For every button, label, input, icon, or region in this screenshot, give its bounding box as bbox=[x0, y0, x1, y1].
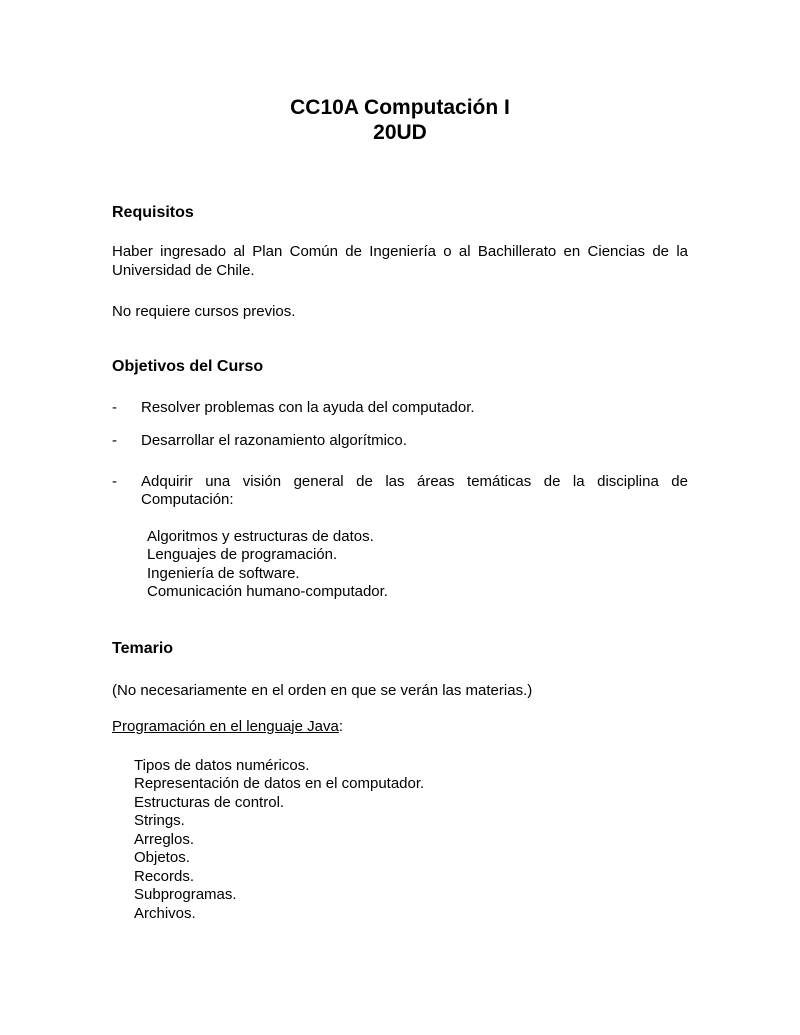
list-item: Ingeniería de software. bbox=[147, 564, 300, 582]
objective-item bbox=[112, 399, 688, 418]
list-item: Algoritmos y estructuras de datos. bbox=[147, 527, 374, 545]
section-heading-temario: Temario bbox=[112, 639, 174, 657]
list-item: Subprogramas. bbox=[134, 886, 237, 903]
list-item: Archivos. bbox=[134, 904, 196, 922]
list-item: Estructuras de control. bbox=[134, 793, 285, 811]
list-item: Comunicación humano-computador. bbox=[147, 583, 388, 600]
list-item: Strings. bbox=[134, 812, 185, 829]
objectives-topic-areas-list bbox=[147, 528, 688, 602]
course-units: 20UD bbox=[373, 121, 427, 144]
subsection-title-underlined: Programación en el lenguaje Java bbox=[112, 718, 339, 735]
dash-bullet-marker: - bbox=[112, 432, 117, 449]
dash-bullet-marker: - bbox=[112, 472, 117, 490]
list-item: Lenguajes de programación. bbox=[147, 546, 338, 563]
temario-order-note: (No necesariamente en el orden en que se verán las materias.) bbox=[112, 681, 533, 699]
subsection-heading-java bbox=[112, 718, 688, 737]
objective-text: Resolver problemas con la ayuda del computador. bbox=[141, 398, 475, 416]
paragraph-requisitos-admission: Haber ingresado al Plan Común de Ingeniería o al Bachillerato en Ciencias de la Universidad de Chile. bbox=[112, 243, 688, 279]
list-item: Representación de datos en el computador. bbox=[134, 775, 425, 792]
list-item: Tipos de datos numéricos. bbox=[134, 756, 310, 774]
list-item: Records. bbox=[134, 867, 195, 885]
java-topics-list bbox=[134, 757, 688, 924]
subsection-colon: : bbox=[338, 718, 343, 735]
dash-bullet-marker: - bbox=[112, 398, 117, 416]
list-item: Arreglos. bbox=[134, 830, 195, 848]
section-heading-requisitos: Requisitos bbox=[112, 204, 194, 221]
course-title: CC10A Computación I bbox=[290, 96, 510, 119]
document-title bbox=[112, 95, 688, 145]
objective-text: Adquirir una visión general de las áreas temáticas de la disciplina de Computación: bbox=[141, 472, 688, 508]
section-heading-objetivos: Objetivos del Curso bbox=[112, 357, 264, 375]
objective-item bbox=[112, 473, 688, 510]
objective-text: Desarrollar el razonamiento algorítmico. bbox=[141, 432, 407, 449]
paragraph-requisitos-no-prereq: No requiere cursos previos. bbox=[112, 303, 296, 320]
list-item: Objetos. bbox=[134, 849, 190, 866]
objective-item bbox=[112, 432, 688, 451]
